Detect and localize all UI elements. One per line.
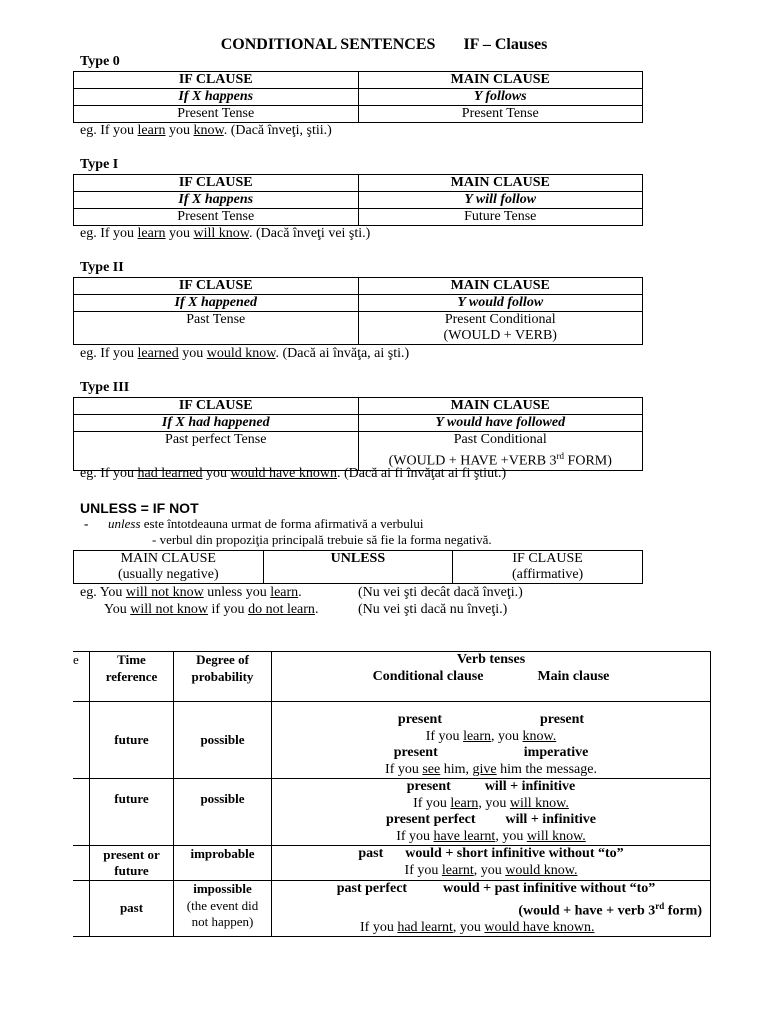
unless-table [73,550,643,584]
unless-example-2-ro: (Nu vei şti dacă nu înveţi.) [358,602,508,617]
header-degree: Degree of probability [174,652,272,702]
unless-note-1: - unless este întotdeauna urmat de forma afirmativă a verbului [84,516,424,531]
if-formula: If X happens [74,192,359,209]
type-2-table [73,277,643,345]
main-formula: Y would follow [358,295,643,312]
unless-if-cell: IF CLAUSE (affirmative) [453,551,643,584]
unless-example-1-ro: (Nu vei şti decât dacă înveţi.) [358,585,523,600]
row-2-degree: possible [174,779,272,846]
header-time: Time reference [90,652,174,702]
if-tense: Past Tense [74,312,359,345]
type-1-example: eg. If you learn you will know. (Dacă înveţi vei şti.) [80,226,371,241]
unless-note-2: - verbul din propoziţia principală trebuie să fie la forma negativă. [152,532,492,547]
header-verb-tenses: Verb tenses Conditional clause Main clause [272,652,711,702]
main-clause-header: MAIN CLAUSE [358,72,643,89]
if-clause-header: IF CLAUSE [74,398,359,415]
if-tense: Present Tense [74,209,359,226]
main-clause-header: MAIN CLAUSE [358,175,643,192]
row-1-tenses: present present If you learn, you know. present imperative If you see him, give him the message. [272,702,711,779]
main-clause-header: MAIN CLAUSE [358,278,643,295]
type-0-table [73,71,643,123]
type-3-example: eg. If you had learned you would have known. (Dacă ai fi învăţat ai fi ştiut.) [80,466,507,481]
if-clause-header: IF CLAUSE [74,72,359,89]
if-clause-header: IF CLAUSE [74,278,359,295]
row-4-degree: impossible (the event did not happen) [174,881,272,937]
type-3-label: Type III [80,380,130,395]
main-tense: Present Tense [358,106,643,123]
if-clause-header: IF CLAUSE [74,175,359,192]
type-2-example: eg. If you learned you would know. (Dacă ai învăţa, ai şti.) [80,346,410,361]
row-1-degree: possible [174,702,272,779]
main-tense: Present Conditional (WOULD + VERB) [358,312,643,345]
if-tense: Present Tense [74,106,359,123]
cut-header-cell: e [73,652,90,702]
unless-unless-cell: UNLESS [263,551,453,584]
row-4-time: past [90,881,174,937]
main-formula: Y would have followed [358,415,643,432]
row-2-time: future [90,779,174,846]
row-2-tenses: present will + infinitive If you learn, you will know. present perfect will + infinitive If you have learnt, you will know. [272,779,711,846]
if-formula: If X happens [74,89,359,106]
row-3-degree: improbable [174,846,272,881]
row-3-tenses: past would + short infinitive without “to” If you learnt, you would know. [272,846,711,881]
if-formula: If X happened [74,295,359,312]
unless-heading: UNLESS = IF NOT [80,500,199,516]
title-sub: IF – Clauses [463,36,548,53]
main-tense: Future Tense [358,209,643,226]
row-1-time: future [90,702,174,779]
type-0-label: Type 0 [80,54,120,69]
type-1-table [73,174,643,226]
row-4-tenses: past perfect would + past infinitive without “to” (would + have + verb 3rd form) If you had learnt, you would have known. [272,881,711,937]
if-tense: Past perfect Tense [74,432,359,471]
type-0-example: eg. If you learn you know. (Dacă înveţi, ştii.) [80,123,332,138]
unless-example-2: You will not know if you do not learn. [104,602,319,617]
type-1-label: Type I [80,157,119,172]
page-title [0,36,768,54]
if-formula: If X had happened [74,415,359,432]
type-2-label: Type II [80,260,124,275]
main-formula: Y follows [358,89,643,106]
main-tense: Past Conditional (WOULD + HAVE +VERB 3rd FORM) [358,432,643,471]
type-3-table [73,397,643,471]
tenses-table [73,651,711,937]
unless-main-cell: MAIN CLAUSE (usually negative) [74,551,264,584]
unless-example-1: eg. You will not know unless you learn. [80,585,302,600]
main-formula: Y will follow [358,192,643,209]
main-clause-header: MAIN CLAUSE [358,398,643,415]
title-main: CONDITIONAL SENTENCES [220,36,436,53]
row-3-time: present or future [90,846,174,881]
